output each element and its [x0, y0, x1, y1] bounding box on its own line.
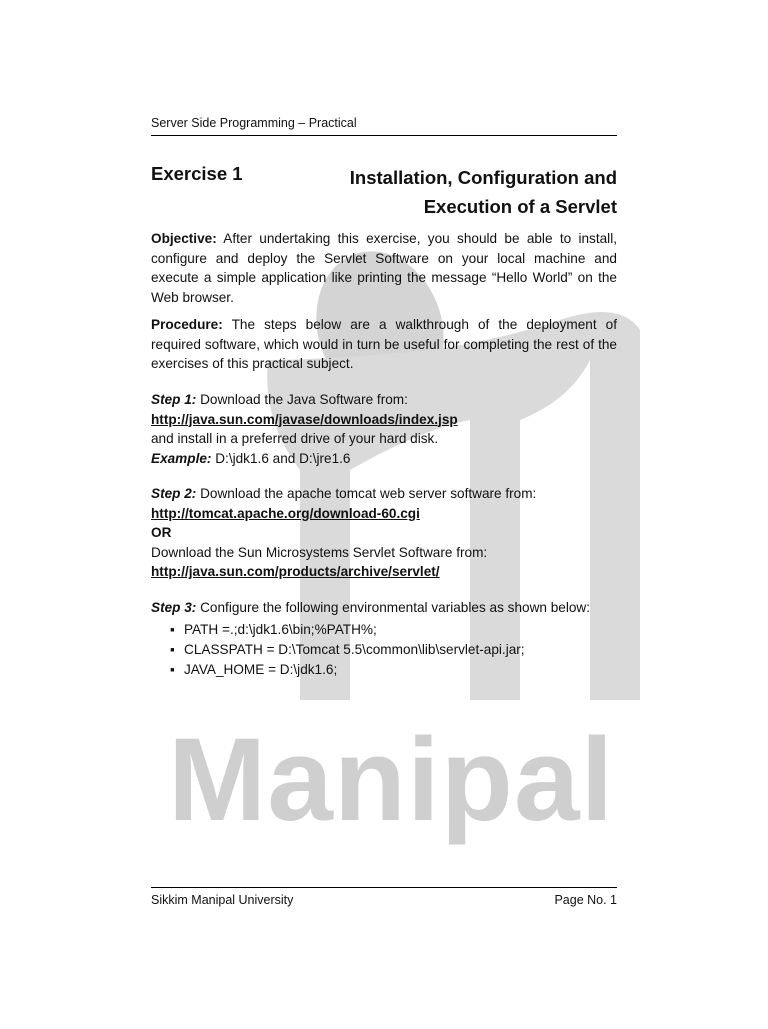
- procedure-paragraph: [151, 315, 617, 374]
- step-1-text: Download the Java Software from:: [200, 392, 408, 407]
- exercise-heading: [317, 163, 617, 221]
- objective-text: After undertaking this exercise, you should be able to install, configure and deploy the Servlet Software on your local machine and execute a simple application like printing the message “Hello World” on the Web browser.: [151, 231, 617, 305]
- footer-university: Sikkim Manipal University: [151, 893, 294, 907]
- java-download-link[interactable]: http://java.sun.com/javase/downloads/index.jsp: [151, 411, 458, 427]
- watermark-text: Manipal: [168, 714, 615, 846]
- exercise-title: [151, 160, 617, 220]
- heading-line-1: Installation, Configuration and: [349, 167, 617, 188]
- running-header: Server Side Programming – Practical: [151, 116, 617, 136]
- page-footer: [151, 887, 617, 907]
- step-2-label: Step 2:: [151, 486, 197, 501]
- list-item: ▪ CLASSPATH = D:\Tomcat 5.5\common\lib\servlet-api.jar;: [170, 640, 525, 660]
- procedure-label: Procedure:: [151, 317, 223, 332]
- install-text: and install in a preferred drive of your hard disk.: [151, 431, 439, 446]
- step-3: [151, 598, 617, 618]
- step-1-label: Step 1:: [151, 392, 197, 407]
- example-text: D:\jdk1.6 and D:\jre1.6: [215, 450, 351, 466]
- list-item: ▪ PATH =.;d:\jdk1.6\bin;%PATH%;: [170, 620, 525, 640]
- list-item: ▪ JAVA_HOME = D:\jdk1.6;: [170, 660, 525, 680]
- step-3-text: Configure the following environmental variables as shown below:: [200, 600, 591, 615]
- objective-paragraph: [151, 229, 617, 307]
- step-3-label: Step 3:: [151, 600, 197, 615]
- example-label: Example:: [151, 450, 212, 466]
- step-2: [151, 484, 617, 582]
- exercise-number: Exercise 1: [151, 163, 243, 184]
- heading-line-2: Execution of a Servlet: [423, 196, 617, 217]
- page-number: Page No. 1: [554, 893, 617, 907]
- alt-download-text: Download the Sun Microsystems Servlet Software from:: [151, 544, 488, 560]
- tomcat-download-link[interactable]: http://tomcat.apache.org/download-60.cgi: [151, 505, 420, 521]
- objective-label: Objective:: [151, 231, 217, 246]
- step-2-text: Download the apache tomcat web server software from:: [200, 486, 537, 501]
- procedure-text: The steps below are a walkthrough of the deployment of required software, which would in turn be useful for completing the rest of the exercises of this practical subject.: [151, 317, 618, 371]
- env-variable-list: [170, 620, 525, 680]
- or-separator: OR: [151, 525, 172, 540]
- servlet-download-link[interactable]: http://java.sun.com/products/archive/servlet/: [151, 564, 440, 579]
- step-1: [151, 390, 617, 468]
